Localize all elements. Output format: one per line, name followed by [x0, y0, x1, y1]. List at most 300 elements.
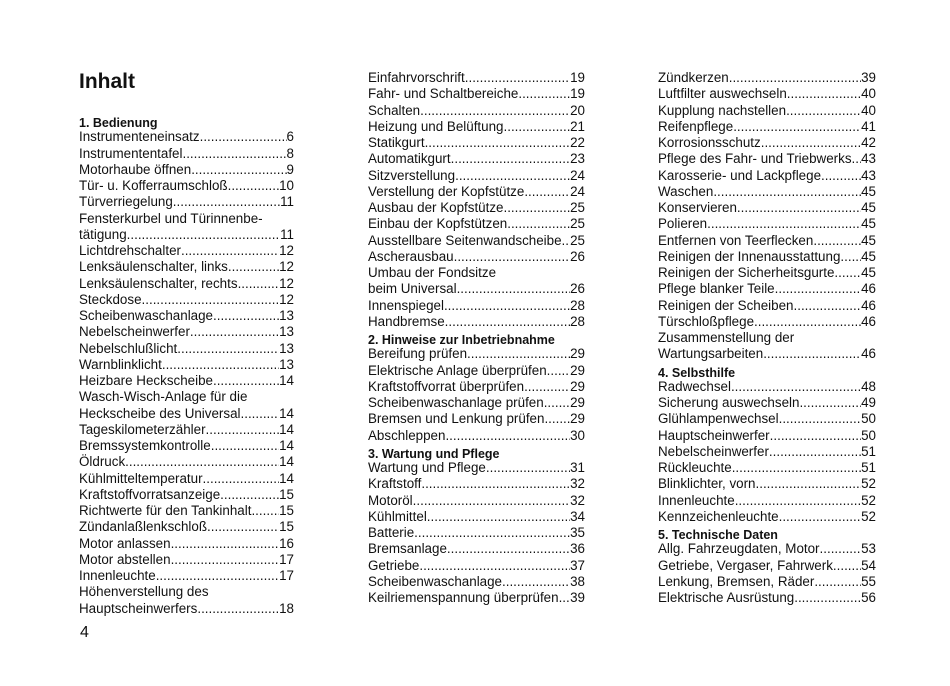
toc-entry-title: Batterie: [368, 525, 415, 540]
toc-entry-title: Reinigen der Scheiben: [658, 297, 794, 313]
dot-leader: [444, 298, 570, 314]
toc-entry[interactable]: [368, 119, 585, 135]
toc-entry[interactable]: [658, 346, 876, 362]
toc-entry[interactable]: [79, 422, 294, 438]
toc-entry-title: Elektrische Ausrüstung: [658, 590, 795, 605]
dot-leader: [833, 558, 861, 574]
toc-entry-title: Innenleuchte: [79, 568, 156, 583]
dot-leader: [447, 541, 570, 557]
toc-entry-line: Höhenverstellung des: [79, 584, 209, 600]
toc-entry[interactable]: [658, 281, 876, 297]
toc-entry-page: 38: [570, 573, 585, 589]
dot-leader: [425, 135, 571, 151]
toc-entry-line: Fensterkurbel und Türinnenbe-: [79, 210, 263, 226]
toc-entry[interactable]: [658, 200, 876, 216]
toc-entry[interactable]: [658, 558, 876, 574]
dot-leader: [731, 379, 861, 395]
dot-leader: [775, 281, 861, 297]
toc-entry-title: Ascherausbau: [368, 248, 454, 264]
toc-entry[interactable]: [368, 460, 585, 476]
toc-entry[interactable]: [368, 184, 585, 200]
toc-entry-title: Heckscheibe des Universal: [79, 405, 241, 421]
toc-entry[interactable]: [368, 103, 585, 119]
toc-entry-page: 54: [861, 557, 876, 573]
dot-leader: [713, 184, 861, 200]
toc-entry-title: Ausbau der Kopfstütze: [368, 200, 504, 215]
toc-entry-title: Tür- u. Kofferraumschloß: [79, 178, 228, 193]
dot-leader: [197, 601, 279, 617]
toc-entry[interactable]: [658, 86, 876, 102]
section-heading: 3. Wartung und Pflege: [368, 446, 500, 461]
toc-entry-page: 28: [570, 313, 585, 329]
toc-entry[interactable]: [658, 103, 876, 119]
dot-leader: [754, 314, 861, 330]
dot-leader: [220, 487, 279, 503]
dot-leader: [414, 525, 570, 541]
toc-entry-title: Motor abstellen: [79, 551, 171, 567]
toc-entry-page: 51: [861, 443, 876, 459]
dot-leader: [467, 346, 570, 362]
toc-entry[interactable]: [79, 292, 294, 308]
toc-entry[interactable]: [79, 276, 294, 292]
toc-entry-title: Lichtdrehschalter: [79, 243, 181, 258]
toc-entry[interactable]: [79, 438, 294, 454]
toc-entry-title: Scheibenwaschanlage prüfen: [368, 395, 544, 410]
toc-entry-line: Zusammenstellung der: [658, 330, 795, 345]
toc-entry[interactable]: [79, 146, 294, 162]
toc-entry-title: Innenspiegel: [368, 297, 444, 313]
dot-leader: [200, 129, 287, 145]
toc-entry-page: 13: [279, 324, 294, 340]
toc-entry-page: 26: [570, 248, 585, 264]
dot-leader: [779, 509, 861, 525]
toc-entry-title: Korrosionsschutz: [658, 135, 761, 150]
toc-entry-title: Kupplung nachstellen: [658, 102, 787, 118]
toc-entry-page: 45: [861, 248, 876, 264]
toc-entry-title: Waschen: [658, 183, 714, 199]
toc-entry-page: 16: [279, 535, 294, 551]
toc-entry-page: 52: [861, 508, 876, 524]
toc-entry-page: 43: [861, 167, 876, 183]
dot-leader: [547, 363, 570, 379]
toc-entry-title: Kühlmitteltemperatur: [79, 470, 203, 486]
toc-entry[interactable]: [658, 395, 876, 411]
dot-leader: [213, 373, 279, 389]
toc-entry-page: 25: [570, 232, 585, 248]
dot-leader: [813, 233, 861, 249]
toc-entry[interactable]: [79, 406, 294, 422]
toc-entry-title: Zündanlaßlenkschloß: [79, 519, 208, 535]
toc-entry[interactable]: [658, 428, 876, 444]
toc-entry-page: 37: [570, 557, 585, 573]
toc-entry-title: Tageskilometerzähler: [79, 421, 206, 437]
dot-leader: [562, 233, 571, 249]
toc-entry[interactable]: [658, 265, 876, 281]
toc-entry-page: 49: [861, 395, 876, 410]
toc-entry-page: 24: [570, 167, 585, 183]
toc-entry-title: Konservieren: [658, 200, 737, 215]
toc-entry[interactable]: [79, 357, 294, 373]
toc-entry[interactable]: [79, 601, 294, 617]
toc-entry-page: 28: [570, 297, 585, 313]
toc-entry-title: Sicherung auswechseln: [658, 395, 800, 410]
dot-leader: [451, 151, 570, 167]
dot-leader: [213, 308, 279, 324]
toc-entry-page: 26: [570, 281, 585, 297]
toc-entry[interactable]: [79, 178, 294, 194]
dot-leader: [125, 454, 279, 470]
toc-entry[interactable]: [658, 216, 876, 232]
toc-entry-title: Wartungsarbeiten: [658, 346, 764, 362]
toc-entry-page: 34: [570, 508, 585, 524]
dot-leader: [142, 292, 280, 308]
dot-leader: [821, 168, 861, 184]
dot-leader: [228, 178, 280, 194]
toc-entry-page: 19: [570, 86, 585, 102]
toc-entry-title: Kraftstoffvorratsanzeige: [79, 486, 221, 502]
toc-entry[interactable]: [658, 541, 876, 557]
toc-entry-title: Keilriemenspannung überprüfen: [368, 590, 559, 605]
dot-leader: [502, 574, 570, 590]
toc-entry-title: Entfernen von Teerflecken: [658, 232, 814, 248]
toc-entry-title: Elektrische Anlage überprüfen: [368, 362, 547, 378]
toc-entry[interactable]: [79, 308, 294, 324]
toc-entry[interactable]: [658, 590, 876, 606]
toc-entry[interactable]: [79, 162, 294, 178]
toc-entry-page: 12: [279, 275, 294, 291]
toc-entry[interactable]: [658, 493, 876, 509]
toc-entry[interactable]: [368, 281, 585, 297]
toc-entry[interactable]: [368, 168, 585, 184]
dot-leader: [524, 379, 570, 395]
toc-entry-page: 11: [280, 226, 294, 242]
toc-entry[interactable]: [368, 558, 585, 574]
toc-entry-page: 18: [279, 600, 294, 616]
dot-leader: [852, 151, 862, 167]
toc-entry-page: 10: [279, 178, 294, 193]
section-heading: 1. Bedienung: [79, 116, 158, 130]
toc-entry-title: Luftfilter auswechseln: [658, 86, 787, 102]
toc-entry-page: 19: [570, 70, 585, 85]
toc-entry-title: Kraftstoffvorrat überprüfen: [368, 378, 525, 394]
toc-entry-title: beim Universal: [368, 281, 457, 297]
toc-entry-title: Instrumententafel: [79, 145, 183, 161]
toc-entry[interactable]: [658, 411, 876, 427]
dot-leader: [445, 428, 570, 444]
toc-entry-page: 46: [861, 281, 876, 297]
toc-entry-page: 14: [279, 405, 294, 421]
dot-leader: [427, 509, 570, 525]
toc-entry-title: tätigung: [79, 226, 127, 242]
toc-entry-page: 25: [570, 200, 585, 215]
toc-entry-page: 29: [570, 395, 585, 410]
toc-entry-page: 39: [861, 70, 876, 85]
toc-entry-title: Kennzeichenleuchte: [658, 508, 779, 524]
toc-entry[interactable]: [658, 135, 876, 151]
dot-leader: [756, 476, 862, 492]
toc-entry[interactable]: [368, 379, 585, 395]
dot-leader: [840, 249, 861, 265]
toc-entry[interactable]: [658, 298, 876, 314]
toc-entry-title: Statikgurt: [368, 135, 425, 150]
toc-entry[interactable]: [658, 476, 876, 492]
toc-entry-title: Einbau der Kopfstützen: [368, 216, 508, 232]
toc-entry-page: 8: [286, 145, 294, 161]
toc-entry-title: Heizbare Heckscheibe: [79, 373, 213, 388]
toc-entry-title: Schalten: [368, 102, 421, 118]
toc-entry-page: 12: [279, 259, 294, 275]
toc-entry-title: Hauptscheinwerfer: [658, 427, 770, 443]
toc-entry-page: 15: [279, 486, 294, 502]
toc-entry[interactable]: [368, 216, 585, 232]
toc-entry-page: 14: [279, 373, 294, 388]
toc-entry-page: 20: [570, 102, 585, 118]
toc-entry-page: 51: [861, 460, 876, 475]
toc-entry[interactable]: [658, 249, 876, 265]
section-heading: 2. Hinweise zur Inbetriebnahme: [368, 333, 555, 347]
dot-leader: [544, 411, 570, 427]
toc-entry-title: Motorhaube öffnen: [79, 161, 192, 177]
dot-leader: [445, 314, 570, 330]
dot-leader: [173, 194, 280, 210]
dot-leader: [779, 411, 862, 427]
toc-entry-title: Motor anlassen: [79, 535, 171, 551]
dot-leader: [419, 558, 570, 574]
dot-leader: [203, 471, 280, 487]
toc-entry-page: 50: [861, 427, 876, 443]
toc-entry-page: 53: [861, 541, 876, 557]
toc-entry[interactable]: [79, 503, 294, 519]
dot-leader: [820, 541, 862, 557]
toc-entry-title: Bremssystemkontrolle: [79, 438, 211, 453]
toc-entry-title: Karosserie- und Lackpflege: [658, 167, 822, 183]
toc-entry-page: 14: [279, 470, 294, 486]
toc-entry[interactable]: [368, 86, 585, 102]
toc-entry-page: 31: [570, 460, 585, 475]
toc-entry[interactable]: [368, 363, 585, 379]
toc-entry[interactable]: [79, 552, 294, 568]
toc-entry[interactable]: [368, 314, 585, 330]
toc-entry[interactable]: [368, 574, 585, 590]
dot-leader: [769, 444, 861, 460]
toc-entry[interactable]: [79, 568, 294, 584]
dot-leader: [834, 265, 861, 281]
dot-leader: [518, 86, 570, 102]
toc-entry[interactable]: [658, 379, 876, 395]
dot-leader: [465, 70, 570, 86]
page-title: Inhalt: [79, 70, 135, 93]
toc-entry-title: Lenksäulenschalter, links: [79, 259, 228, 275]
toc-entry[interactable]: [658, 151, 876, 167]
toc-entry-page: 6: [286, 129, 294, 145]
dot-leader: [207, 519, 279, 535]
toc-entry-page: 11: [280, 194, 294, 210]
dot-leader: [455, 168, 570, 184]
dot-leader: [544, 395, 570, 411]
toc-entry-title: Scheibenwaschanlage: [368, 573, 503, 589]
toc-entry-page: 39: [570, 590, 585, 605]
toc-entry[interactable]: [79, 227, 294, 243]
toc-entry-page: 40: [861, 102, 876, 118]
toc-entry[interactable]: [658, 460, 876, 476]
toc-entry[interactable]: [368, 541, 585, 557]
dot-leader: [763, 346, 861, 362]
toc-entry[interactable]: [658, 119, 876, 135]
toc-entry-title: Kühlmittel: [368, 508, 427, 524]
toc-entry[interactable]: [658, 314, 876, 330]
toc-entry[interactable]: [368, 135, 585, 151]
dot-leader: [156, 568, 279, 584]
toc-entry[interactable]: [368, 249, 585, 265]
dot-leader: [814, 574, 861, 590]
dot-leader: [206, 422, 280, 438]
toc-entry[interactable]: [79, 373, 294, 389]
toc-entry-page: 35: [570, 525, 585, 540]
toc-entry-page: 13: [279, 340, 294, 356]
toc-entry-page: 48: [861, 378, 876, 394]
toc-entry-title: Blinklichter, vorn: [658, 476, 756, 492]
toc-entry-title: Ausstellbare Seitenwandscheibe: [368, 232, 562, 248]
toc-entry-page: 30: [570, 427, 585, 443]
toc-entry[interactable]: [368, 509, 585, 525]
dot-leader: [454, 249, 570, 265]
toc-entry[interactable]: [368, 346, 585, 362]
toc-entry-title: Radwechsel: [658, 378, 731, 394]
toc-entry[interactable]: [368, 151, 585, 167]
dot-leader: [191, 162, 286, 178]
toc-entry[interactable]: [368, 476, 585, 492]
toc-entry-page: 15: [279, 519, 294, 535]
toc-entry-title: Zündkerzen: [658, 70, 729, 85]
toc-entry-title: Getriebe: [368, 557, 420, 573]
toc-entry-page: 17: [279, 568, 294, 583]
toc-entry-title: Hauptscheinwerfers: [79, 600, 198, 616]
toc-entry-title: Lenksäulenschalter, rechts: [79, 275, 238, 291]
toc-entry[interactable]: [79, 259, 294, 275]
dot-leader: [177, 341, 279, 357]
toc-entry-title: Heizung und Belüftung: [368, 118, 504, 134]
toc-entry-line: Wasch-Wisch-Anlage für die: [79, 389, 248, 405]
toc-entry-title: Bremsen und Lenkung prüfen: [368, 411, 545, 427]
toc-entry[interactable]: [79, 471, 294, 487]
toc-entry-page: 45: [861, 200, 876, 215]
toc-entry[interactable]: [79, 341, 294, 357]
toc-entry[interactable]: [79, 519, 294, 535]
toc-entry-title: Motoröl: [368, 492, 413, 508]
toc-entry-title: Pflege des Fahr- und Triebwerks: [658, 151, 852, 167]
toc-entry[interactable]: [368, 411, 585, 427]
dot-leader: [228, 259, 279, 275]
toc-entry[interactable]: [79, 129, 294, 145]
toc-entry[interactable]: [79, 324, 294, 340]
toc-entry-page: 17: [279, 551, 294, 567]
dot-leader: [770, 428, 861, 444]
toc-entry-page: 32: [570, 492, 585, 508]
toc-entry-page: 29: [570, 411, 585, 427]
toc-entry[interactable]: [658, 184, 876, 200]
toc-entry[interactable]: [368, 70, 585, 86]
toc-entry-page: 13: [279, 308, 294, 323]
toc-entry-title: Türverriegelung: [79, 194, 173, 210]
dot-leader: [732, 460, 861, 476]
toc-entry[interactable]: [658, 233, 876, 249]
toc-entry-page: 21: [570, 118, 585, 134]
toc-entry-page: 52: [861, 476, 876, 492]
toc-entry[interactable]: [658, 444, 876, 460]
toc-entry[interactable]: [368, 233, 585, 249]
dot-leader: [794, 590, 861, 606]
toc-entry[interactable]: [368, 200, 585, 216]
toc-entry-title: Innenleuchte: [658, 492, 735, 508]
toc-entry[interactable]: [79, 536, 294, 552]
toc-entry-title: Glühlampenwechsel: [658, 411, 779, 427]
toc-entry-page: 14: [279, 454, 294, 470]
toc-entry-title: Bereifung prüfen: [368, 346, 468, 362]
toc-entry-page: 12: [279, 291, 294, 307]
toc-entry-title: Reifenpflege: [658, 118, 734, 134]
toc-entry[interactable]: [368, 493, 585, 509]
toc-entry-page: 46: [861, 313, 876, 329]
dot-leader: [162, 357, 279, 373]
toc-entry-page: 43: [861, 151, 876, 167]
toc-entry-page: 29: [570, 346, 585, 362]
dot-leader: [182, 146, 286, 162]
toc-entry-page: 36: [570, 541, 585, 557]
dot-leader: [181, 243, 279, 259]
toc-entry[interactable]: [368, 395, 585, 411]
toc-entry-page: 22: [570, 135, 585, 150]
toc-entry-page: 45: [861, 232, 876, 248]
toc-entry-title: Türschloßpflege: [658, 313, 755, 329]
toc-entry[interactable]: [368, 428, 585, 444]
dot-leader: [211, 438, 279, 454]
dot-leader: [707, 216, 861, 232]
toc-entry-page: 14: [279, 438, 294, 453]
toc-entry-page: 24: [570, 183, 585, 199]
dot-leader: [251, 503, 279, 519]
dot-leader: [503, 200, 570, 216]
dot-leader: [737, 200, 861, 216]
dot-leader: [794, 298, 862, 314]
toc-entry[interactable]: [79, 487, 294, 503]
toc-entry[interactable]: [368, 298, 585, 314]
toc-entry[interactable]: [658, 168, 876, 184]
toc-entry-page: 29: [570, 362, 585, 378]
toc-entry[interactable]: [79, 194, 294, 210]
section-heading: 4. Selbsthilfe: [658, 365, 736, 380]
toc-entry[interactable]: [79, 243, 294, 259]
dot-leader: [457, 281, 571, 297]
toc-entry-page: 32: [570, 476, 585, 492]
toc-entry-page: 41: [861, 118, 876, 134]
toc-entry-title: Warnblinklicht: [79, 356, 162, 372]
toc-entry[interactable]: [79, 454, 294, 470]
toc-entry[interactable]: [368, 590, 585, 606]
toc-entry-title: Steckdose: [79, 291, 142, 307]
toc-entry[interactable]: [658, 70, 876, 86]
dot-leader: [486, 460, 570, 476]
toc-entry-title: Reinigen der Innenausstattung: [658, 248, 841, 264]
dot-leader: [127, 227, 280, 243]
toc-entry-title: Fahr- und Schaltbereiche: [368, 86, 519, 102]
toc-entry[interactable]: [658, 574, 876, 590]
toc-entry-page: 46: [861, 346, 876, 362]
toc-entry[interactable]: [368, 525, 585, 541]
toc-entry-page: 13: [279, 356, 294, 372]
toc-entry[interactable]: [658, 509, 876, 525]
toc-entry-page: 56: [861, 590, 876, 605]
dot-leader: [733, 119, 861, 135]
